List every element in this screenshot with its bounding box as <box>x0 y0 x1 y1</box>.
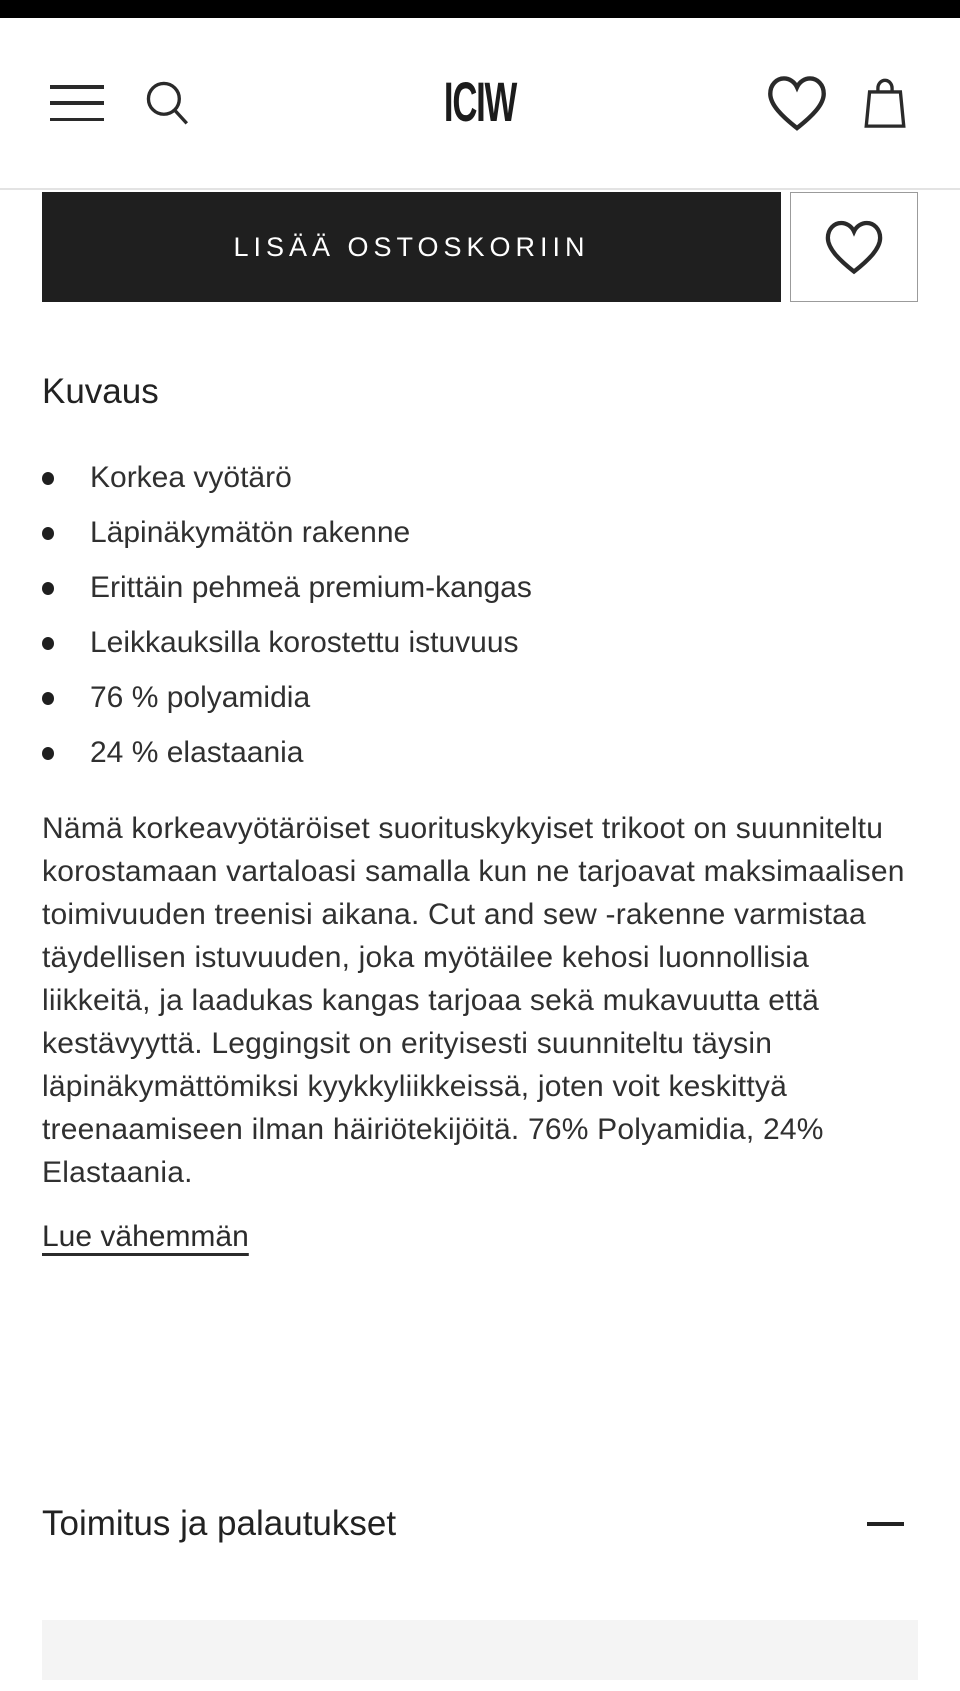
bullet-text: 76 % polyamidia <box>90 681 311 714</box>
read-less-link[interactable]: Lue vähemmän <box>42 1220 249 1253</box>
bullet-dot-icon <box>42 472 54 485</box>
bullet-dot-icon <box>42 527 54 540</box>
bullet-item <box>42 570 918 606</box>
bullet-text: Läpinäkymätön rakenne <box>90 516 411 549</box>
hamburger-icon <box>50 85 104 121</box>
shipping-content-panel <box>42 1620 918 1680</box>
header-left-group <box>50 78 192 128</box>
collapse-minus-icon <box>867 1522 904 1526</box>
description-paragraph: Nämä korkeavyötäröiset suorituskykyiset trikoot on suunniteltu korostamaan vartaloasi samalla kun ne tarjoavat maksimaalisen toimivuuden treenisi aikana. Cut and sew -rakenne varmistaa täydellisen istuvuuden, joka myötäilee kehosi luonnollisia liikkeitä, ja laadukas kangas tarjoaa sekä mukavuutta että kestävyyttä. Leggingsit on erityisesti suunniteltu täysin läpinäkymättömiksi kyykkyliikkeissä, joten voit keskittyä treenaamiseen ilman häiriötekijöitä. 76% Polyamidia, 24% Elastaania. <box>42 812 905 1189</box>
bullet-text: Korkea vyötärö <box>90 461 292 494</box>
search-icon <box>142 78 192 128</box>
bullet-dot-icon <box>42 637 54 650</box>
bullet-item <box>42 515 918 551</box>
bullet-item <box>42 680 918 716</box>
shipping-accordion-header[interactable] <box>42 1504 918 1544</box>
add-to-cart-button[interactable]: LISÄÄ OSTOSKORIIN <box>42 192 781 302</box>
product-description-section <box>42 372 918 1254</box>
bullet-dot-icon <box>42 747 54 760</box>
shopping-bag-icon <box>860 74 910 132</box>
search-button[interactable] <box>142 78 192 128</box>
brand-logo[interactable]: ICIW <box>443 70 517 134</box>
wishlist-heart-icon <box>822 216 886 278</box>
purchase-actions <box>42 190 918 302</box>
description-heading: Kuvaus <box>42 372 159 411</box>
bullet-item <box>42 460 918 496</box>
add-to-wishlist-button[interactable] <box>790 192 918 302</box>
bullet-text: Erittäin pehmeä premium-kangas <box>90 571 532 604</box>
bullet-dot-icon <box>42 692 54 705</box>
menu-button[interactable] <box>50 85 104 121</box>
description-bullet-list <box>42 460 918 771</box>
bullet-item <box>42 735 918 771</box>
wishlist-nav-button[interactable] <box>764 73 830 133</box>
bullet-text: 24 % elastaania <box>90 736 304 769</box>
header-right-group <box>764 73 910 133</box>
bullet-item <box>42 625 918 661</box>
shipping-accordion-title: Toimitus ja palautukset <box>42 1504 397 1543</box>
heart-icon <box>764 73 830 133</box>
cart-nav-button[interactable] <box>860 74 910 132</box>
site-header <box>0 18 960 190</box>
bullet-dot-icon <box>42 582 54 595</box>
bullet-text: Leikkauksilla korostettu istuvuus <box>90 626 519 659</box>
status-bar <box>0 0 960 18</box>
